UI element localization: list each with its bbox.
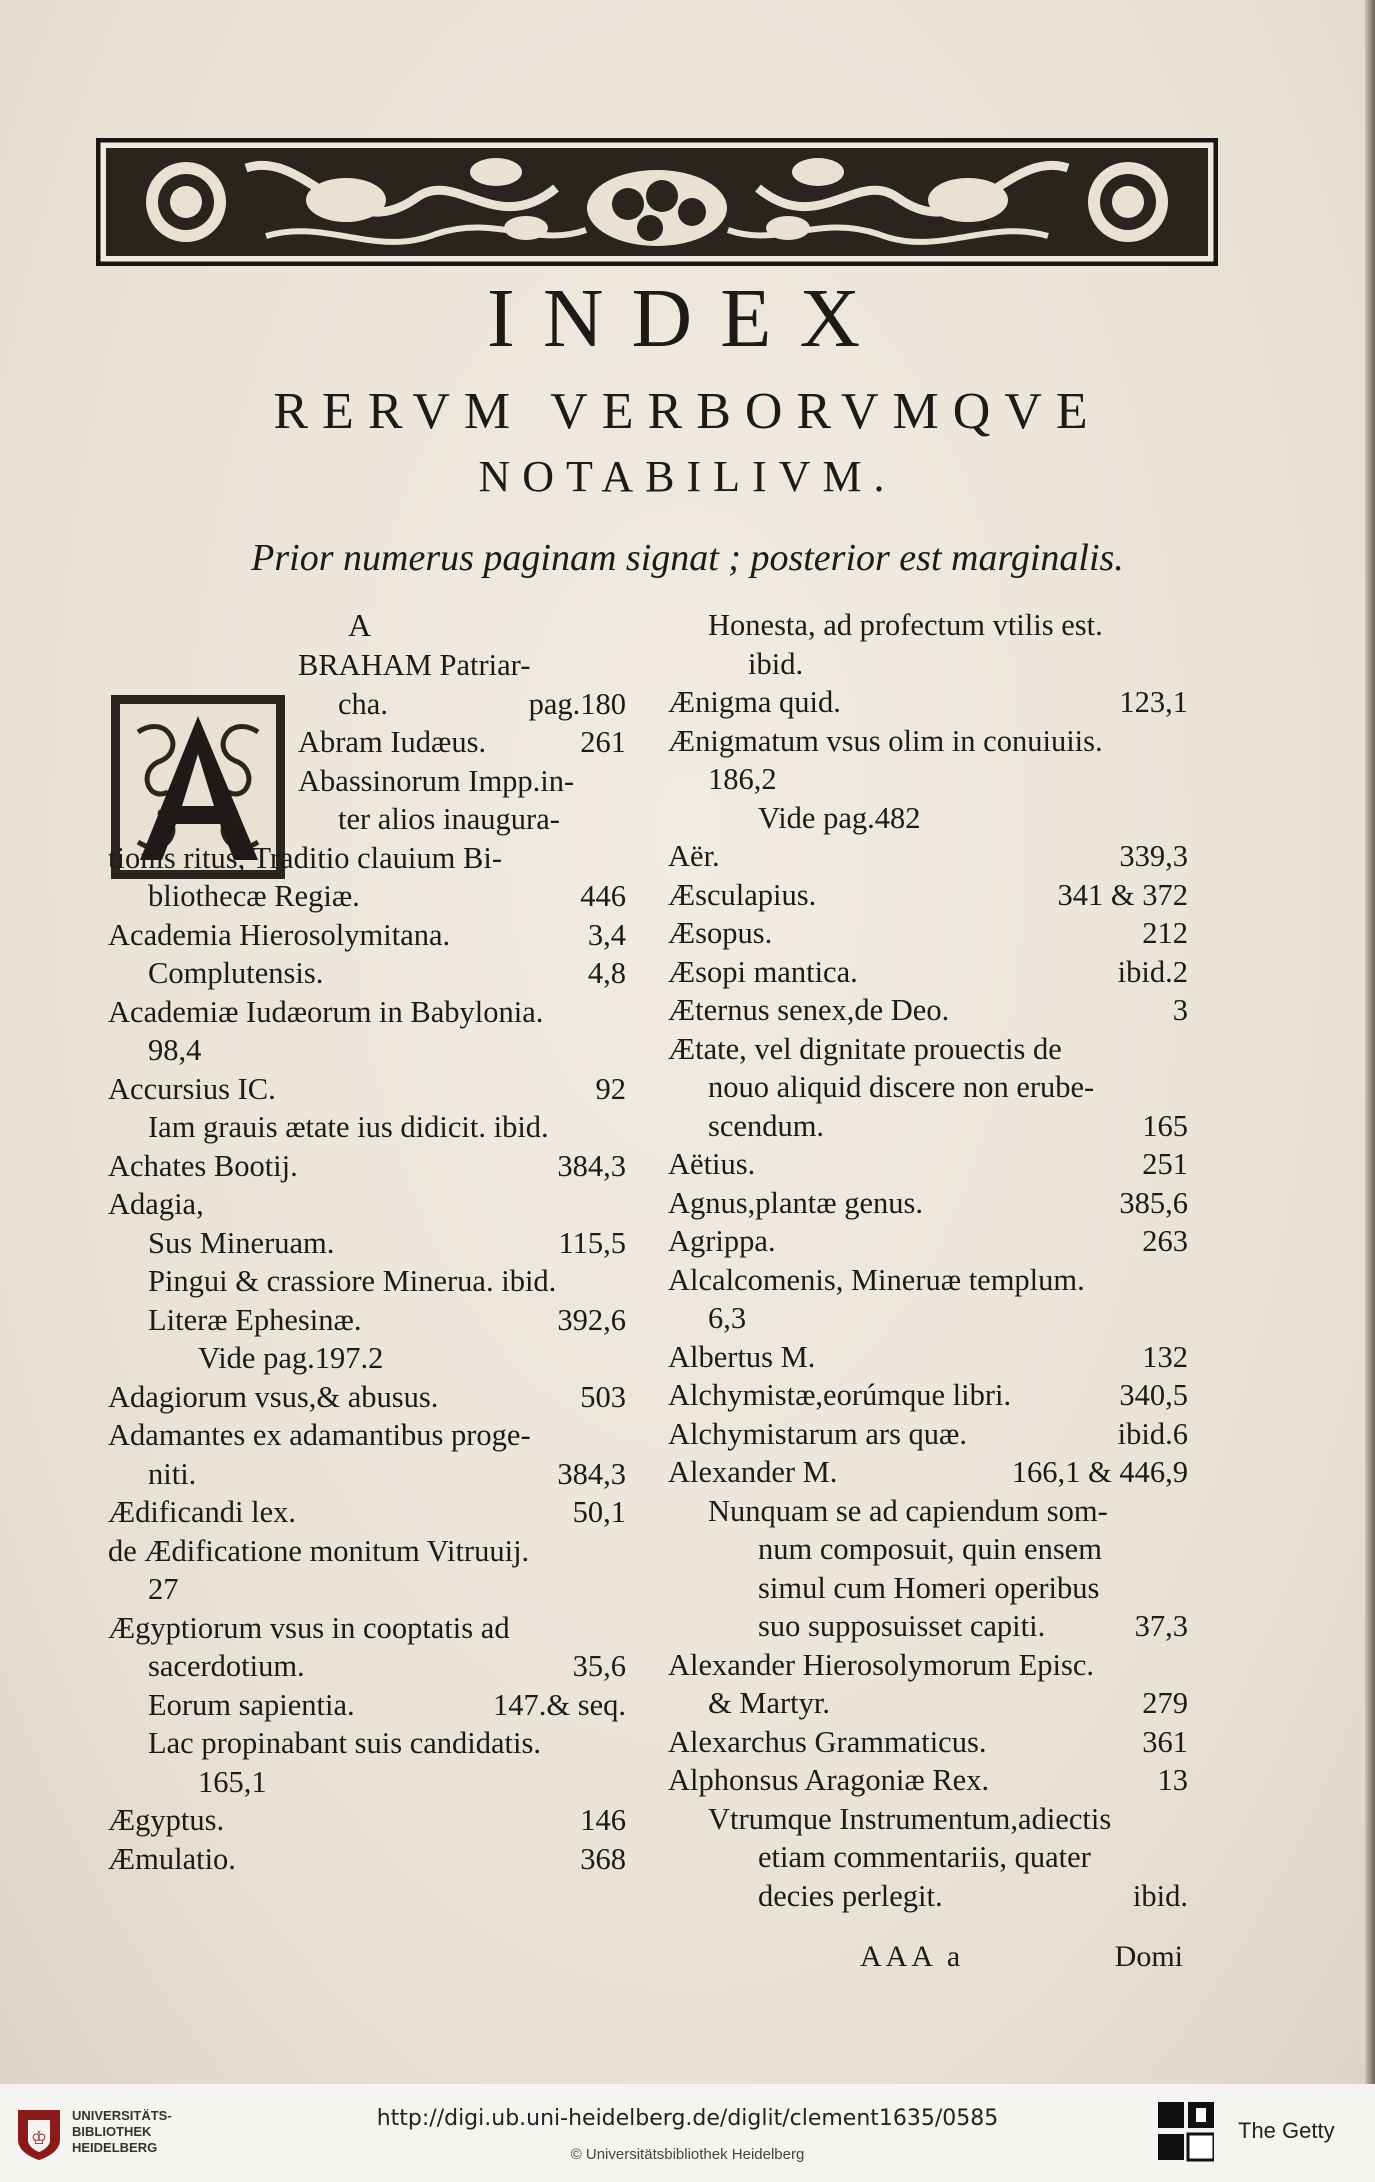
index-entry — [108, 1609, 626, 1648]
entry-page-ref: 115,5 — [558, 1225, 626, 1260]
index-entry — [108, 1108, 626, 1147]
index-entry — [668, 1068, 1188, 1107]
entry-text: Complutensis. — [148, 956, 324, 990]
index-entry — [668, 760, 1188, 799]
entry-text: Ægyptus. — [108, 1803, 225, 1837]
permalink-url[interactable]: http://digi.ub.uni-heidelberg.de/diglit/clement1635/0585 — [376, 2106, 999, 2131]
entry-page-ref: 261 — [580, 725, 626, 759]
index-entry — [108, 1070, 626, 1109]
library-name-line-3: HEIDELBERG — [72, 2140, 158, 2155]
index-title: INDEX — [486, 272, 889, 365]
entry-page-ref: pag.180 — [528, 686, 626, 721]
index-entry — [668, 1723, 1188, 1762]
entry-text: Achates Bootij. — [108, 1148, 298, 1183]
entry-text: Alexander M. — [668, 1455, 838, 1489]
left-column — [108, 606, 626, 1878]
index-entry — [668, 1607, 1188, 1646]
left-entries — [108, 646, 626, 1878]
entry-text: Adamantes ex adamantibus proge- — [108, 1418, 531, 1452]
section-letter-text: A — [348, 607, 372, 643]
entry-text: Agnus,plantæ genus. — [668, 1185, 924, 1220]
right-column — [668, 606, 1188, 1915]
entry-text: Æsculapius. — [668, 877, 817, 912]
entry-text: Alchymistarum ars quæ. — [668, 1416, 968, 1451]
index-entry — [668, 1838, 1188, 1877]
index-entry — [108, 1570, 626, 1609]
index-entry — [668, 1877, 1188, 1916]
entry-page-ref: 384,3 — [557, 1456, 626, 1491]
entry-text: Albertus M. — [668, 1339, 816, 1374]
index-entry — [668, 645, 1188, 684]
index-entry — [108, 723, 626, 762]
entry-text: Adagia, — [108, 1187, 204, 1221]
entry-text: 6,3 — [708, 1301, 747, 1335]
entry-page-ref: 279 — [1142, 1686, 1188, 1720]
index-entry — [108, 1532, 626, 1571]
index-entry — [668, 1030, 1188, 1069]
entry-page-ref: 392,6 — [557, 1302, 626, 1337]
entry-page-ref: ibid.6 — [1117, 1416, 1188, 1451]
entry-text: suo supposuisset capiti. — [758, 1609, 1046, 1643]
entry-page-ref: 3 — [1172, 993, 1188, 1027]
index-entry — [668, 606, 1188, 645]
entry-text: 165,1 — [198, 1764, 267, 1799]
getty-logo-icon — [1158, 2102, 1214, 2162]
index-entry — [108, 1686, 626, 1725]
entry-text: bliothecæ Regiæ. — [148, 879, 360, 913]
entry-text: tionis ritus, Traditio clauium Bi- — [108, 840, 502, 875]
index-subtitle-2: NOTABILIVM. — [478, 452, 897, 501]
entry-text: Ægyptiorum vsus in cooptatis ad — [108, 1610, 510, 1645]
index-entry — [668, 1107, 1188, 1146]
entry-text: niti. — [148, 1456, 197, 1491]
entry-text: ter alios inaugura- — [338, 802, 560, 836]
index-entry — [108, 762, 626, 801]
index-entry — [668, 1415, 1188, 1454]
entry-text: Æmulatio. — [108, 1841, 236, 1876]
index-entry — [108, 800, 626, 839]
entry-page-ref: 361 — [1142, 1724, 1188, 1759]
entry-page-ref: 340,5 — [1119, 1378, 1188, 1412]
index-entry — [668, 683, 1188, 722]
entry-page-ref: 341 & 372 — [1057, 877, 1188, 912]
right-entries — [668, 606, 1188, 1915]
index-subtitle: RERVM VERBORVMQVE — [273, 383, 1102, 440]
index-entry — [668, 1492, 1188, 1531]
library-name-line-1: UNIVERSITÄTS- — [72, 2108, 172, 2123]
entry-page-ref: 13 — [1157, 1763, 1188, 1797]
entry-page-ref: 263 — [1142, 1224, 1188, 1258]
entry-text: Alphonsus Aragoniæ Rex. — [668, 1763, 990, 1797]
entry-text: num composuit, quin ensem — [758, 1532, 1102, 1566]
entry-text: 27 — [148, 1572, 179, 1606]
entry-text: Aër. — [668, 839, 720, 873]
entry-text: etiam commentariis, quater — [758, 1840, 1091, 1874]
entry-text: Nunquam se ad capiendum som- — [708, 1493, 1108, 1528]
entry-text: Æsopi mantica. — [668, 954, 858, 989]
index-entry — [668, 1646, 1188, 1685]
entry-page-ref: 123,1 — [1119, 685, 1188, 719]
entry-text: 98,4 — [148, 1033, 202, 1067]
entry-text: Alchymistæ,eorúmque libri. — [668, 1378, 1012, 1412]
index-entry — [668, 1761, 1188, 1800]
entry-text: Alcalcomenis, Mineruæ templum. — [668, 1262, 1085, 1297]
entry-text: Pingui & crassiore Minerua. ibid. — [148, 1264, 557, 1298]
index-entry — [108, 1339, 626, 1378]
entry-text: Abassinorum Impp.in- — [298, 763, 575, 798]
entry-text: Alexarchus Grammaticus. — [668, 1724, 987, 1759]
entry-text: ibid. — [748, 646, 804, 681]
entry-text: Ænigma quid. — [668, 685, 841, 719]
entry-text: Vide pag.482 — [758, 800, 921, 835]
index-entry — [668, 1453, 1188, 1492]
entry-page-ref: 385,6 — [1119, 1185, 1188, 1220]
index-entry — [108, 877, 626, 916]
index-entry — [108, 1378, 626, 1417]
entry-text: Academiæ Iudæorum in Babylonia. — [108, 994, 544, 1029]
entry-text: Vide pag.197.2 — [198, 1341, 384, 1375]
library-name-line-2: BIBLIOTHEK — [72, 2124, 152, 2139]
entry-text: decies perlegit. — [758, 1878, 943, 1913]
entry-page-ref: 165 — [1142, 1108, 1188, 1143]
index-entry — [108, 1724, 626, 1763]
entry-page-ref: 251 — [1142, 1147, 1188, 1181]
viewer-footer — [0, 2084, 1375, 2182]
index-entry — [108, 1416, 626, 1455]
entry-text: sacerdotium. — [148, 1649, 305, 1683]
entry-page-ref: ibid. — [1132, 1878, 1188, 1913]
entry-page-ref: 368 — [580, 1841, 626, 1876]
index-entry — [108, 646, 626, 685]
index-entry — [668, 1145, 1188, 1184]
entry-text: simul cum Homeri operibus — [758, 1570, 1100, 1605]
entry-page-ref: 147.& seq. — [492, 1687, 626, 1722]
entry-page-ref: 339,3 — [1119, 839, 1188, 873]
entry-text: cha. — [338, 686, 388, 721]
index-entry — [668, 1222, 1188, 1261]
index-entry — [108, 1493, 626, 1532]
entry-text: Ætate, vel dignitate prouectis de — [668, 1031, 1062, 1066]
entry-page-ref: 166,1 & 446,9 — [1011, 1455, 1188, 1489]
entry-text: Agrippa. — [668, 1224, 776, 1258]
entry-text: de Ædificatione monitum Vitruuij. — [108, 1533, 530, 1568]
entry-page-ref: 146 — [580, 1803, 626, 1837]
index-entry — [108, 685, 626, 724]
signature-mark: AAA a — [860, 1940, 965, 1973]
index-entry — [108, 1031, 626, 1070]
index-entry — [108, 1763, 626, 1802]
entry-page-ref: 37,3 — [1134, 1609, 1188, 1643]
index-note: Prior numerus paginam signat ; posterior est marginalis. — [251, 537, 1124, 579]
index-entry — [668, 1299, 1188, 1338]
entry-text: Eorum sapientia. — [148, 1687, 355, 1722]
entry-page-ref: 50,1 — [572, 1495, 626, 1529]
index-entry — [108, 1185, 626, 1224]
entry-text: & Martyr. — [708, 1686, 830, 1720]
index-entry — [108, 916, 626, 955]
entry-text: Literæ Ephesinæ. — [148, 1302, 362, 1337]
index-entry — [668, 1261, 1188, 1300]
entry-text: nouo aliquid discere non erube- — [708, 1070, 1095, 1104]
entry-text: Iam grauis ætate ius didicit. ibid. — [148, 1110, 549, 1144]
index-entry — [668, 1800, 1188, 1839]
index-entry — [668, 1569, 1188, 1608]
index-entry — [668, 1338, 1188, 1377]
entry-text: Alexander Hierosolymorum Episc. — [668, 1647, 1095, 1682]
entry-text: Academia Hierosolymitana. — [108, 917, 451, 952]
entry-text: Ædificandi lex. — [108, 1495, 297, 1529]
index-entry — [108, 1647, 626, 1686]
entry-text: scendum. — [708, 1108, 825, 1143]
entry-text: 186,2 — [708, 762, 777, 796]
index-entry — [668, 1184, 1188, 1223]
entry-page-ref: 446 — [580, 879, 626, 913]
index-entry — [668, 914, 1188, 953]
entry-page-ref: 503 — [580, 1379, 626, 1414]
index-entry — [668, 722, 1188, 761]
catchword: Domi — [1114, 1940, 1183, 1973]
svg-text:♔: ♔ — [30, 2128, 48, 2149]
index-entry — [108, 1224, 626, 1263]
entry-page-ref: 4,8 — [587, 956, 626, 990]
index-entry — [108, 954, 626, 993]
index-entry — [668, 876, 1188, 915]
index-entry — [108, 1147, 626, 1186]
index-entry — [108, 1840, 626, 1879]
index-entry — [668, 991, 1188, 1030]
entry-page-ref: 3,4 — [587, 917, 626, 952]
entry-page-ref: 132 — [1142, 1339, 1188, 1374]
entry-page-ref: 212 — [1142, 916, 1188, 950]
section-letter — [108, 606, 626, 646]
index-entry — [668, 1684, 1188, 1723]
entry-page-ref: ibid.2 — [1117, 954, 1188, 989]
index-entry — [668, 799, 1188, 838]
index-entry — [108, 993, 626, 1032]
entry-text: Æsopus. — [668, 916, 773, 950]
entry-text: Vtrumque Instrumentum,adiectis — [708, 1801, 1112, 1836]
entry-text: Lac propinabant suis candidatis. — [148, 1726, 542, 1760]
entry-page-ref: 384,3 — [557, 1148, 626, 1183]
entry-page-ref: 35,6 — [572, 1649, 626, 1683]
index-entry — [668, 1530, 1188, 1569]
index-entry — [108, 1455, 626, 1494]
entry-text: Aëtius. — [668, 1147, 756, 1181]
entry-text: Sus Mineruam. — [148, 1225, 335, 1260]
index-entry — [108, 1262, 626, 1301]
entry-text: Honesta, ad profectum vtilis est. — [708, 608, 1103, 642]
index-entry — [108, 1301, 626, 1340]
entry-text: Abram Iudæus. — [298, 725, 487, 759]
entry-text: Ænigmatum vsus olim in conuiuiis. — [668, 723, 1103, 758]
index-entry — [668, 1376, 1188, 1415]
entry-page-ref: 92 — [595, 1071, 626, 1106]
partner-name[interactable]: The Getty — [1238, 2118, 1335, 2143]
index-entry — [668, 953, 1188, 992]
index-entry — [108, 1801, 626, 1840]
copyright-notice: © Universitätsbibliothek Heidelberg — [570, 2146, 805, 2163]
entry-text: BRAHAM Patriar- — [298, 648, 531, 682]
entry-text: Accursius IC. — [108, 1071, 276, 1106]
entry-text: Adagiorum vsus,& abusus. — [108, 1379, 439, 1414]
ornamental-headpiece — [96, 138, 1218, 266]
index-entry — [668, 837, 1188, 876]
index-entry — [108, 839, 626, 878]
entry-text: Æternus senex,de Deo. — [668, 993, 950, 1027]
